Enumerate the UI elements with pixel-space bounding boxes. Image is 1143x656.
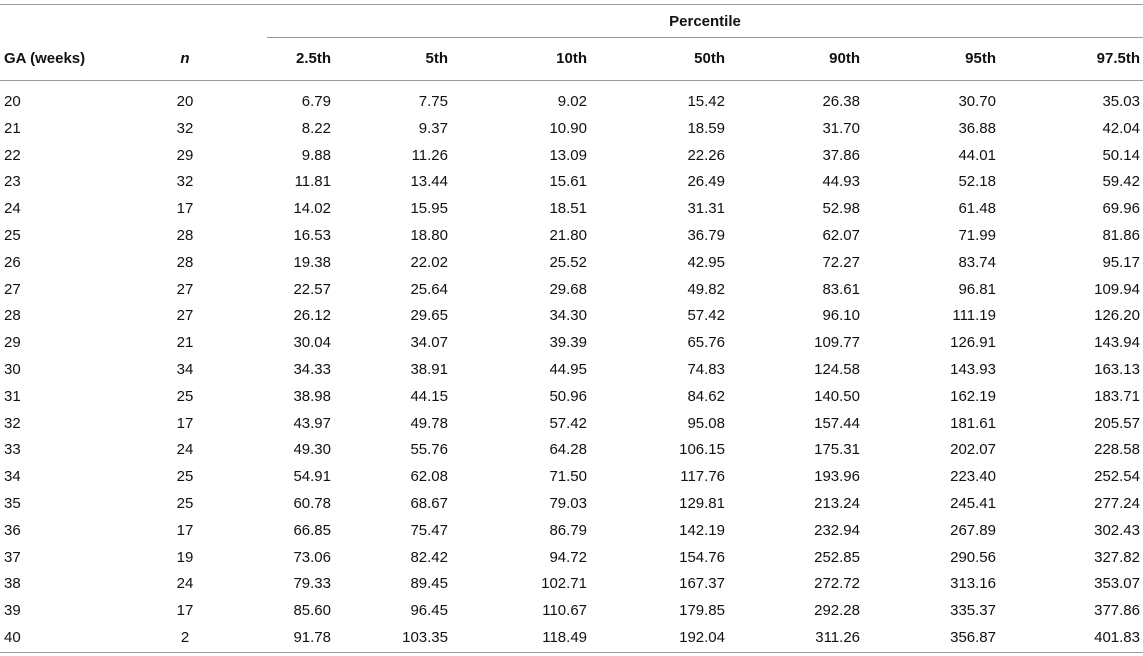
percentile-value-cell: 167.37 (679, 575, 725, 592)
n-cell: 20 (176, 93, 194, 110)
percentile-value-cell: 9.02 (557, 93, 587, 110)
percentile-value-cell: 62.07 (822, 227, 860, 244)
ga-weeks-cell: 24 (4, 200, 21, 217)
n-cell: 32 (176, 173, 194, 190)
n-cell: 19 (176, 549, 194, 566)
percentile-value-cell: 7.75 (418, 93, 448, 110)
n-cell: 27 (176, 307, 194, 324)
percentile-value-cell: 126.91 (950, 334, 996, 351)
percentile-value-cell: 313.16 (950, 575, 996, 592)
percentile-header-95th: 95th (965, 50, 996, 67)
percentile-value-cell: 34.33 (293, 361, 331, 378)
percentile-value-cell: 83.61 (822, 281, 860, 298)
percentile-value-cell: 22.26 (687, 147, 725, 164)
percentile-value-cell: 60.78 (293, 495, 331, 512)
percentile-value-cell: 34.30 (549, 307, 587, 324)
percentile-value-cell: 6.79 (301, 93, 331, 110)
percentile-value-cell: 16.53 (293, 227, 331, 244)
percentile-value-cell: 154.76 (679, 549, 725, 566)
ga-weeks-cell: 26 (4, 254, 21, 271)
percentile-value-cell: 223.40 (950, 468, 996, 485)
ga-weeks-cell: 37 (4, 549, 21, 566)
percentile-group-rule (267, 37, 1143, 38)
percentile-header-50th: 50th (694, 50, 725, 67)
ga-weeks-cell: 33 (4, 441, 21, 458)
percentile-value-cell: 353.07 (1094, 575, 1140, 592)
percentile-value-cell: 311.26 (815, 629, 860, 646)
percentile-header-90th: 90th (829, 50, 860, 67)
percentile-value-cell: 49.78 (410, 415, 448, 432)
percentile-value-cell: 232.94 (814, 522, 860, 539)
ga-weeks-cell: 23 (4, 173, 21, 190)
percentile-value-cell: 38.98 (293, 388, 331, 405)
percentile-value-cell: 15.42 (687, 93, 725, 110)
n-header: n (180, 50, 190, 67)
percentile-value-cell: 39.39 (549, 334, 587, 351)
percentile-value-cell: 26.49 (687, 173, 725, 190)
percentile-value-cell: 111.19 (952, 307, 996, 324)
percentile-value-cell: 109.77 (814, 334, 860, 351)
percentile-value-cell: 64.28 (549, 441, 587, 458)
percentile-value-cell: 31.31 (687, 200, 725, 217)
percentile-value-cell: 377.86 (1094, 602, 1140, 619)
percentile-value-cell: 192.04 (679, 629, 725, 646)
percentile-value-cell: 49.82 (687, 281, 725, 298)
percentile-value-cell: 143.94 (1094, 334, 1140, 351)
percentile-header-2-5th: 2.5th (295, 50, 331, 67)
percentile-value-cell: 89.45 (410, 575, 448, 592)
percentile-value-cell: 335.37 (950, 602, 996, 619)
percentile-value-cell: 71.99 (958, 227, 996, 244)
n-cell: 25 (176, 495, 194, 512)
percentile-value-cell: 162.19 (950, 388, 996, 405)
percentile-value-cell: 118.49 (542, 629, 587, 646)
n-cell: 29 (176, 147, 194, 164)
n-cell: 34 (176, 361, 194, 378)
percentile-value-cell: 193.96 (814, 468, 860, 485)
percentile-value-cell: 36.88 (958, 120, 996, 137)
n-cell: 17 (176, 602, 194, 619)
ga-weeks-cell: 21 (4, 120, 21, 137)
percentile-value-cell: 228.58 (1094, 441, 1140, 458)
percentile-value-cell: 129.81 (679, 495, 725, 512)
ga-weeks-cell: 35 (4, 495, 21, 512)
percentile-value-cell: 37.86 (822, 147, 860, 164)
percentile-value-cell: 73.06 (293, 549, 331, 566)
ga-weeks-cell: 30 (4, 361, 21, 378)
percentile-value-cell: 50.96 (549, 388, 587, 405)
percentile-value-cell: 96.45 (410, 602, 448, 619)
percentile-value-cell: 11.81 (294, 173, 331, 190)
percentile-value-cell: 59.42 (1102, 173, 1140, 190)
n-cell: 28 (176, 227, 194, 244)
percentile-value-cell: 272.72 (814, 575, 860, 592)
percentile-value-cell: 163.13 (1094, 361, 1140, 378)
percentile-value-cell: 267.89 (950, 522, 996, 539)
percentile-value-cell: 29.65 (410, 307, 448, 324)
percentile-value-cell: 57.42 (687, 307, 725, 324)
percentile-value-cell: 140.50 (814, 388, 860, 405)
ga-weeks-cell: 39 (4, 602, 21, 619)
percentile-value-cell: 213.24 (814, 495, 860, 512)
n-cell: 27 (176, 281, 194, 298)
n-cell: 24 (176, 441, 194, 458)
ga-weeks-cell: 38 (4, 575, 21, 592)
percentile-value-cell: 25.64 (410, 281, 448, 298)
percentile-value-cell: 26.38 (822, 93, 860, 110)
percentile-value-cell: 183.71 (1094, 388, 1140, 405)
percentile-value-cell: 327.82 (1094, 549, 1140, 566)
percentile-group-header: Percentile (669, 13, 741, 30)
percentile-value-cell: 91.78 (293, 629, 331, 646)
n-cell: 25 (176, 388, 194, 405)
percentile-value-cell: 9.37 (418, 120, 448, 137)
percentile-value-cell: 8.22 (301, 120, 331, 137)
percentile-value-cell: 142.19 (679, 522, 725, 539)
percentile-value-cell: 52.98 (822, 200, 860, 217)
percentile-value-cell: 75.47 (410, 522, 448, 539)
percentile-value-cell: 71.50 (549, 468, 587, 485)
percentile-value-cell: 44.95 (549, 361, 587, 378)
percentile-value-cell: 175.31 (814, 441, 860, 458)
percentile-value-cell: 179.85 (679, 602, 725, 619)
percentile-value-cell: 22.57 (293, 281, 331, 298)
percentile-value-cell: 9.88 (301, 147, 331, 164)
percentile-value-cell: 103.35 (402, 629, 448, 646)
percentile-value-cell: 14.02 (293, 200, 331, 217)
percentile-value-cell: 38.91 (410, 361, 448, 378)
n-cell: 17 (176, 522, 194, 539)
ga-weeks-cell: 25 (4, 227, 21, 244)
percentile-value-cell: 302.43 (1094, 522, 1140, 539)
n-cell: 2 (180, 629, 190, 646)
percentile-value-cell: 74.83 (687, 361, 725, 378)
header-bottom-rule (0, 80, 1143, 81)
percentile-value-cell: 30.70 (958, 93, 996, 110)
percentile-header-97-5th: 97.5th (1096, 50, 1140, 67)
percentile-value-cell: 245.41 (950, 495, 996, 512)
percentile-value-cell: 26.12 (293, 307, 331, 324)
n-cell: 21 (176, 334, 194, 351)
percentile-value-cell: 57.42 (549, 415, 587, 432)
ga-weeks-cell: 28 (4, 307, 21, 324)
ga-weeks-header: GA (weeks) (4, 50, 86, 67)
percentile-value-cell: 81.86 (1102, 227, 1140, 244)
percentile-value-cell: 30.04 (293, 334, 331, 351)
table-bottom-rule (0, 652, 1143, 653)
n-cell: 17 (176, 200, 194, 217)
ga-weeks-cell: 29 (4, 334, 21, 351)
percentile-value-cell: 117.76 (680, 468, 725, 485)
ga-weeks-cell: 31 (4, 388, 21, 405)
percentile-value-cell: 11.26 (411, 147, 448, 164)
percentile-value-cell: 18.51 (549, 200, 587, 217)
ga-weeks-cell: 27 (4, 281, 21, 298)
percentile-value-cell: 18.80 (410, 227, 448, 244)
percentile-value-cell: 62.08 (410, 468, 448, 485)
percentile-value-cell: 42.95 (687, 254, 725, 271)
percentile-value-cell: 69.96 (1102, 200, 1140, 217)
percentile-value-cell: 252.85 (814, 549, 860, 566)
percentile-value-cell: 54.91 (293, 468, 331, 485)
percentile-value-cell: 292.28 (814, 602, 860, 619)
ga-weeks-cell: 22 (4, 147, 21, 164)
percentile-value-cell: 68.67 (410, 495, 448, 512)
ga-weeks-cell: 36 (4, 522, 21, 539)
n-cell: 32 (176, 120, 194, 137)
percentile-value-cell: 202.07 (950, 441, 996, 458)
percentile-value-cell: 181.61 (950, 415, 996, 432)
percentile-value-cell: 43.97 (293, 415, 331, 432)
percentile-value-cell: 13.09 (549, 147, 587, 164)
percentile-value-cell: 82.42 (410, 549, 448, 566)
percentile-value-cell: 49.30 (293, 441, 331, 458)
percentile-value-cell: 22.02 (410, 254, 448, 271)
percentile-value-cell: 25.52 (549, 254, 587, 271)
percentile-value-cell: 44.93 (822, 173, 860, 190)
n-cell: 24 (176, 575, 194, 592)
percentile-value-cell: 35.03 (1102, 93, 1140, 110)
percentile-value-cell: 34.07 (410, 334, 448, 351)
percentile-value-cell: 401.83 (1094, 629, 1140, 646)
percentile-value-cell: 83.74 (958, 254, 996, 271)
percentile-value-cell: 86.79 (549, 522, 587, 539)
percentile-value-cell: 19.38 (293, 254, 331, 271)
percentile-value-cell: 72.27 (822, 254, 860, 271)
percentile-value-cell: 277.24 (1094, 495, 1140, 512)
percentile-value-cell: 143.93 (950, 361, 996, 378)
percentile-value-cell: 31.70 (822, 120, 860, 137)
percentile-value-cell: 126.20 (1094, 307, 1140, 324)
n-cell: 25 (176, 468, 194, 485)
ga-weeks-cell: 34 (4, 468, 21, 485)
percentile-value-cell: 55.76 (410, 441, 448, 458)
ga-weeks-cell: 32 (4, 415, 21, 432)
percentile-value-cell: 106.15 (679, 441, 725, 458)
percentile-value-cell: 36.79 (687, 227, 725, 244)
percentile-value-cell: 96.81 (958, 281, 996, 298)
percentile-value-cell: 79.03 (549, 495, 587, 512)
percentile-value-cell: 15.95 (410, 200, 448, 217)
percentile-value-cell: 79.33 (293, 575, 331, 592)
percentile-value-cell: 96.10 (822, 307, 860, 324)
percentile-value-cell: 356.87 (950, 629, 996, 646)
percentile-value-cell: 13.44 (410, 173, 448, 190)
percentile-value-cell: 290.56 (950, 549, 996, 566)
percentile-value-cell: 42.04 (1102, 120, 1140, 137)
percentile-value-cell: 110.67 (542, 602, 587, 619)
n-cell: 17 (176, 415, 194, 432)
percentile-value-cell: 95.17 (1102, 254, 1140, 271)
percentile-value-cell: 94.72 (549, 549, 587, 566)
percentile-value-cell: 124.58 (814, 361, 860, 378)
ga-weeks-cell: 40 (4, 629, 21, 646)
percentile-value-cell: 85.60 (293, 602, 331, 619)
percentile-value-cell: 84.62 (687, 388, 725, 405)
percentile-header-10th: 10th (556, 50, 587, 67)
percentile-value-cell: 44.01 (958, 147, 996, 164)
percentile-header-5th: 5th (425, 50, 448, 67)
percentile-value-cell: 102.71 (541, 575, 587, 592)
percentile-value-cell: 205.57 (1094, 415, 1140, 432)
percentile-value-cell: 21.80 (549, 227, 587, 244)
percentile-value-cell: 29.68 (549, 281, 587, 298)
percentile-value-cell: 252.54 (1094, 468, 1140, 485)
ga-weeks-cell: 20 (4, 93, 21, 110)
percentile-value-cell: 44.15 (410, 388, 448, 405)
percentile-value-cell: 15.61 (549, 173, 587, 190)
percentile-value-cell: 50.14 (1102, 147, 1140, 164)
percentile-value-cell: 61.48 (958, 200, 996, 217)
percentile-value-cell: 18.59 (687, 120, 725, 137)
percentile-value-cell: 95.08 (687, 415, 725, 432)
percentile-value-cell: 109.94 (1094, 281, 1140, 298)
percentile-value-cell: 10.90 (549, 120, 587, 137)
percentile-value-cell: 66.85 (293, 522, 331, 539)
n-cell: 28 (176, 254, 194, 271)
percentile-value-cell: 52.18 (958, 173, 996, 190)
percentile-value-cell: 65.76 (687, 334, 725, 351)
percentile-value-cell: 157.44 (814, 415, 860, 432)
table-top-rule (0, 4, 1143, 5)
